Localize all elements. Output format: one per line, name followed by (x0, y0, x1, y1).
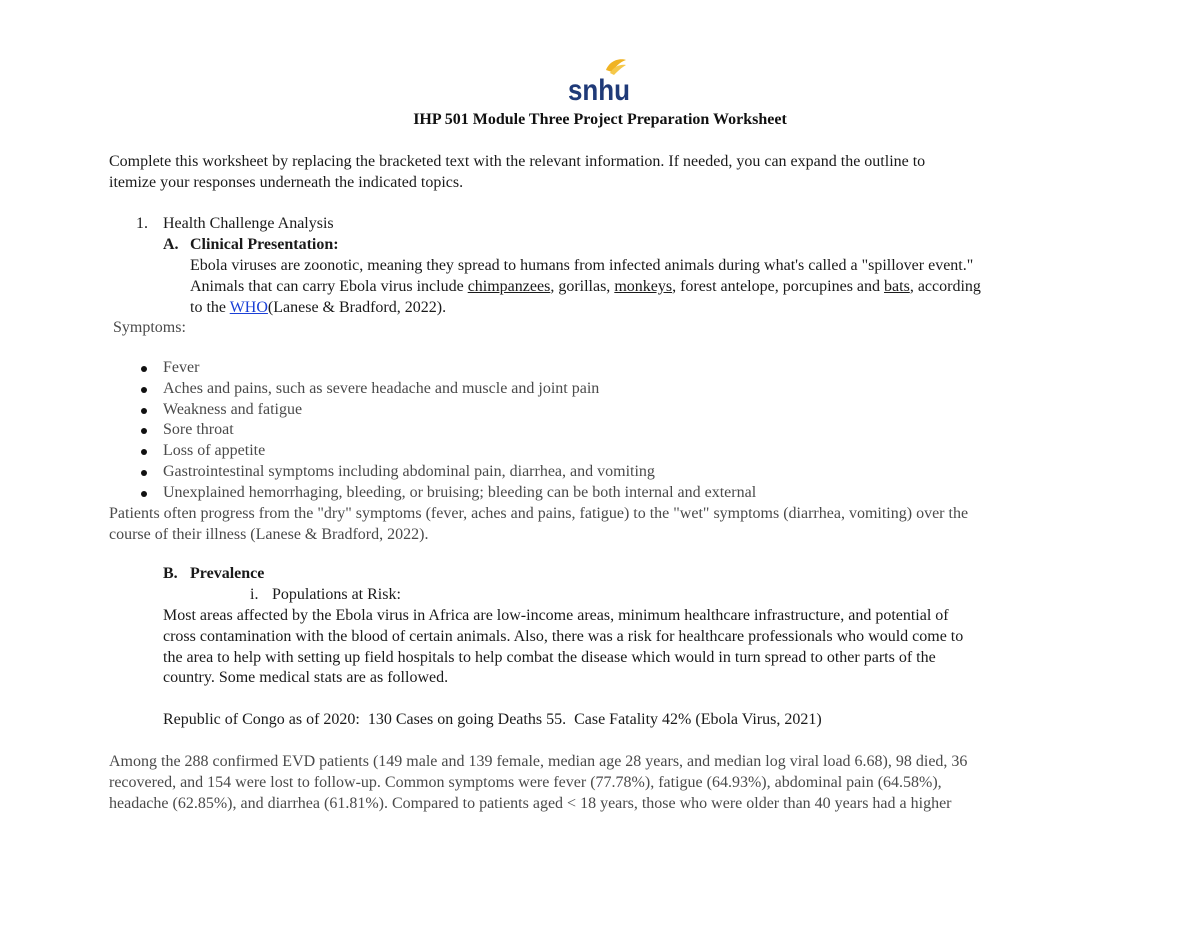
subsection-prevalence (163, 564, 264, 585)
item-number: i. (250, 586, 259, 603)
bullet-icon (141, 470, 147, 476)
list-item: Weakness and fatigue (135, 400, 756, 421)
paragraph-line: recovered, and 154 were lost to follow-up. Common symptoms were fever (77.78%), fatigue (64.93%), abdominal pain (64.58%), (109, 773, 942, 791)
paragraph-line: Patients often progress from the "dry" symptoms (fever, aches and pains, fatigue) to the "wet" symptoms (diarrhea, vomiting) over the (109, 505, 969, 522)
subsection-clinical-presentation (163, 235, 339, 256)
bullet-icon (141, 387, 147, 393)
subsection-heading: Prevalence (190, 565, 265, 582)
subsection-letter: B. (163, 565, 178, 582)
bats-link[interactable]: bats (884, 277, 910, 295)
bullet-icon (141, 449, 147, 455)
paragraph-line: Among the 288 confirmed EVD patients (149 male and 139 female, median age 28 years, and median log viral load 6.68), 98 died, 36 (109, 753, 968, 770)
section-health-challenge (136, 214, 334, 235)
subsection-heading: Clinical Presentation: (190, 236, 339, 253)
paragraph-line: Most areas affected by the Ebola virus in Africa are low-income areas, minimum healthcare infrastructure, and potential of (163, 607, 949, 624)
item-heading: Populations at Risk: (272, 586, 401, 603)
paragraph-line: country. Some medical stats are as followed. (163, 669, 449, 687)
bullet-icon (141, 491, 147, 497)
congo-stats-line: Republic of Congo as of 2020: 130 Cases on going Deaths 55. Case Fatality 42% (Ebola Virus, 2021) (163, 711, 822, 728)
section-heading: Health Challenge Analysis (163, 215, 334, 232)
list-item: Loss of appetite (135, 441, 756, 462)
intro-line: itemize your responses underneath the indicated topics. (109, 173, 464, 191)
snhu-logo (566, 56, 632, 107)
monkeys-link[interactable]: monkeys (614, 277, 673, 295)
list-item: Fever (135, 358, 756, 379)
who-link[interactable]: WHO (229, 298, 268, 316)
section-number: 1. (136, 215, 148, 232)
worksheet-title: IHP 501 Module Three Project Preparation Worksheet (413, 111, 787, 128)
symptoms-list (135, 358, 756, 504)
paragraph-line: course of their illness (Lanese & Bradford, 2022). (109, 525, 429, 543)
paragraph-line: Ebola viruses are zoonotic, meaning they spread to humans from infected animals during what's called a "spillover event." (190, 257, 974, 274)
evd-patients-paragraph (109, 752, 967, 814)
paragraph-line: cross contamination with the blood of certain animals. Also, there was a risk for healthcare professionals who would come to (163, 627, 964, 645)
paragraph-line: Animals that can carry Ebola virus include chimpanzees, gorillas, monkeys, forest antelope, porcupines and bats, according (190, 277, 981, 295)
list-item: Gastrointestinal symptoms including abdominal pain, diarrhea, and vomiting (135, 462, 756, 483)
bullet-icon (141, 366, 147, 372)
list-item: Unexplained hemorrhaging, bleeding, or bruising; bleeding can be both internal and external (135, 483, 756, 504)
paragraph-line: the area to help with setting up field hospitals to help combat the disease which would in turn spread to other parts of the (163, 648, 936, 666)
bullet-icon (141, 408, 147, 414)
symptoms-label: Symptoms: (113, 319, 186, 336)
intro-paragraph (109, 152, 925, 194)
paragraph-line: to the WHO(Lanese & Bradford, 2022). (190, 298, 447, 316)
bullet-icon (141, 428, 147, 434)
intro-line: Complete this worksheet by replacing the bracketed text with the relevant information. If needed, you can expand the outline to (109, 153, 926, 170)
svg-text:snhu: snhu (568, 74, 630, 107)
populations-at-risk-paragraph (163, 606, 963, 689)
chimpanzees-link[interactable]: chimpanzees (467, 277, 551, 295)
clinical-presentation-text (190, 256, 981, 318)
paragraph-line: headache (62.85%), and diarrhea (61.81%). Compared to patients aged < 18 years, those who were older than 40 years had a higher (109, 794, 952, 812)
populations-at-risk-heading (250, 585, 401, 606)
symptom-progression-paragraph (109, 504, 968, 546)
list-item: Sore throat (135, 420, 756, 441)
list-item: Aches and pains, such as severe headache and muscle and joint pain (135, 379, 756, 400)
subsection-letter: A. (163, 236, 179, 253)
